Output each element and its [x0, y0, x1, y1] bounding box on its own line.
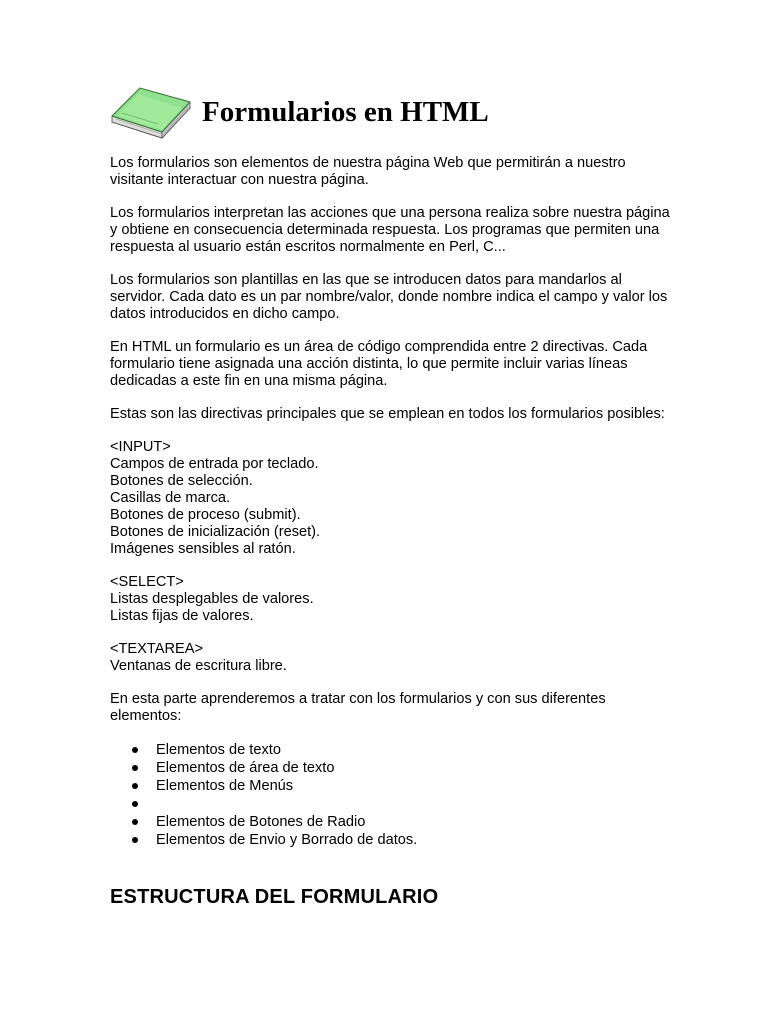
- list-item: [110, 777, 670, 795]
- list-item-label: Elementos de Menús: [156, 778, 294, 794]
- textarea-directive-block: [110, 641, 670, 675]
- directive-item: Botones de proceso (submit).: [110, 507, 301, 523]
- paragraph: Los formularios interpretan las acciones que una persona realiza sobre nuestra página y obtiene en consecuencia determinada respuesta. Los programas que permiten una respuesta al usuario están escritos normalmente en Perl, C...: [110, 205, 670, 255]
- select-directive-block: [110, 574, 670, 625]
- paragraph: Los formularios son plantillas en las que se introducen datos para mandarlos al servidor. Cada dato es un par nombre/valor, donde nombre indica el campo y valor los datos introducidos en dicho campo.: [110, 272, 668, 322]
- directive-item: Botones de selección.: [110, 473, 253, 489]
- bullet-icon: [132, 819, 138, 825]
- list-item-label: Elementos de texto: [156, 742, 281, 758]
- document-body: [110, 155, 670, 909]
- directive-item: Ventanas de escritura libre.: [110, 658, 287, 674]
- list-item: [110, 831, 670, 849]
- title-row: [108, 84, 489, 144]
- directive-item: Casillas de marca.: [110, 490, 231, 506]
- directive-tag: <SELECT>: [110, 574, 184, 590]
- list-item: [110, 741, 670, 759]
- list-item-label: Elementos de Botones de Radio: [156, 814, 366, 830]
- bullet-icon: [132, 837, 138, 843]
- directive-tag: <TEXTAREA>: [110, 641, 203, 657]
- bullet-icon: [132, 801, 138, 807]
- bullet-icon: [132, 765, 138, 771]
- directive-item: Listas desplegables de valores.: [110, 591, 314, 607]
- list-item: [110, 759, 670, 777]
- list-item-label: Elementos de Envio y Borrado de datos.: [156, 832, 418, 848]
- bullet-icon: [132, 783, 138, 789]
- paragraph: Estas son las directivas principales que se emplean en todos los formularios posibles:: [110, 406, 665, 422]
- list-item: [110, 813, 670, 831]
- page-title: Formularios en HTML: [202, 96, 489, 128]
- list-item-label: Elementos de área de texto: [156, 760, 335, 776]
- paragraph: Los formularios son elementos de nuestra página Web que permitirán a nuestro visitante interactuar con nuestra página.: [110, 155, 626, 188]
- directive-item: Botones de inicialización (reset).: [110, 524, 321, 540]
- bullet-icon: [132, 747, 138, 753]
- elements-list: [110, 741, 670, 849]
- input-directive-block: [110, 439, 670, 558]
- paragraph: En HTML un formulario es un área de código comprendida entre 2 directivas. Cada formulario tiene asignada una acción distinta, lo que permite incluir varias líneas dedicadas a este fin en una misma página.: [110, 339, 648, 389]
- directive-item: Imágenes sensibles al ratón.: [110, 541, 296, 557]
- directive-tag: <INPUT>: [110, 439, 171, 455]
- paragraph: En esta parte aprenderemos a tratar con los formularios y con sus diferentes elementos:: [110, 691, 606, 724]
- green-book-icon: [108, 86, 192, 142]
- directive-item: Listas fijas de valores.: [110, 608, 254, 624]
- list-item: [110, 795, 670, 813]
- directive-item: Campos de entrada por teclado.: [110, 456, 319, 472]
- section-heading: ESTRUCTURA DEL FORMULARIO: [110, 886, 439, 908]
